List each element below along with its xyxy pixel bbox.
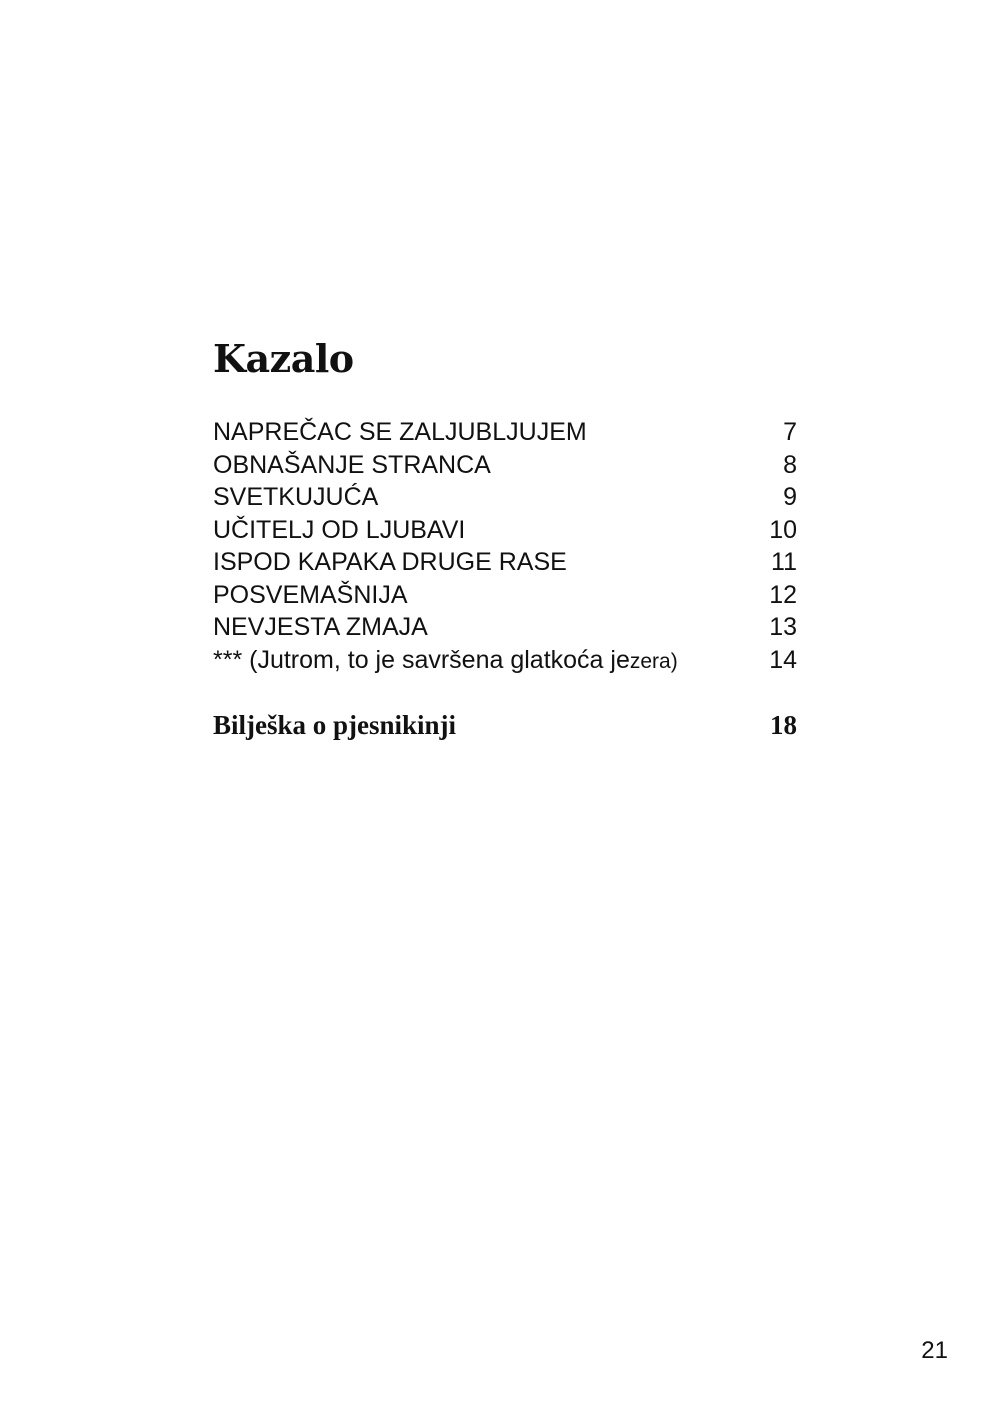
toc-entry-title-small: zera) [629,649,678,673]
toc-entry-title: POSVEMAŠNIJA [213,580,408,609]
toc-entry-page: 7 [783,418,797,446]
table-of-contents [213,335,797,742]
toc-entry-page: 12 [769,580,797,609]
toc-list [213,416,797,676]
toc-entry[interactable] [213,481,797,514]
toc-entry-title: UČITELJ OD LJUBAVI [213,515,466,544]
toc-entry-page: 10 [769,515,797,544]
toc-entry-title: NEVJESTA ZMAJA [213,613,428,641]
toc-entry-page: 14 [769,645,797,674]
toc-entry[interactable] [213,416,797,449]
toc-entry-page: 11 [771,548,797,576]
toc-entry-page: 9 [783,483,797,511]
toc-entry-page: 8 [783,450,797,479]
toc-entry[interactable] [213,579,797,612]
toc-entry-author-note[interactable] [213,709,797,742]
toc-entry[interactable] [213,546,797,579]
toc-entry-page: 13 [769,613,797,641]
page-title: Kazalo [213,336,354,381]
toc-entry-page: 18 [770,710,797,740]
toc-entry-title-main: *** (Jutrom, to je savršena glatkoća je [213,645,630,674]
toc-extra-section [213,709,797,742]
toc-entry-title: Bilješka o pjesnikinji [213,710,457,740]
toc-entry-title: SVETKUJUĆA [213,483,379,511]
toc-entry-title: ISPOD KAPAKA DRUGE RASE [213,548,567,576]
toc-entry[interactable] [213,611,797,644]
toc-entry[interactable] [213,644,797,677]
page-number: 21 [921,1337,948,1364]
toc-entry-title: NAPREČAC SE ZALJUBLJUJEM [213,418,587,446]
toc-entry[interactable] [213,514,797,547]
toc-entry[interactable] [213,449,797,482]
toc-entry-title: OBNAŠANJE STRANCA [213,450,491,479]
toc-entry-title [213,644,678,679]
